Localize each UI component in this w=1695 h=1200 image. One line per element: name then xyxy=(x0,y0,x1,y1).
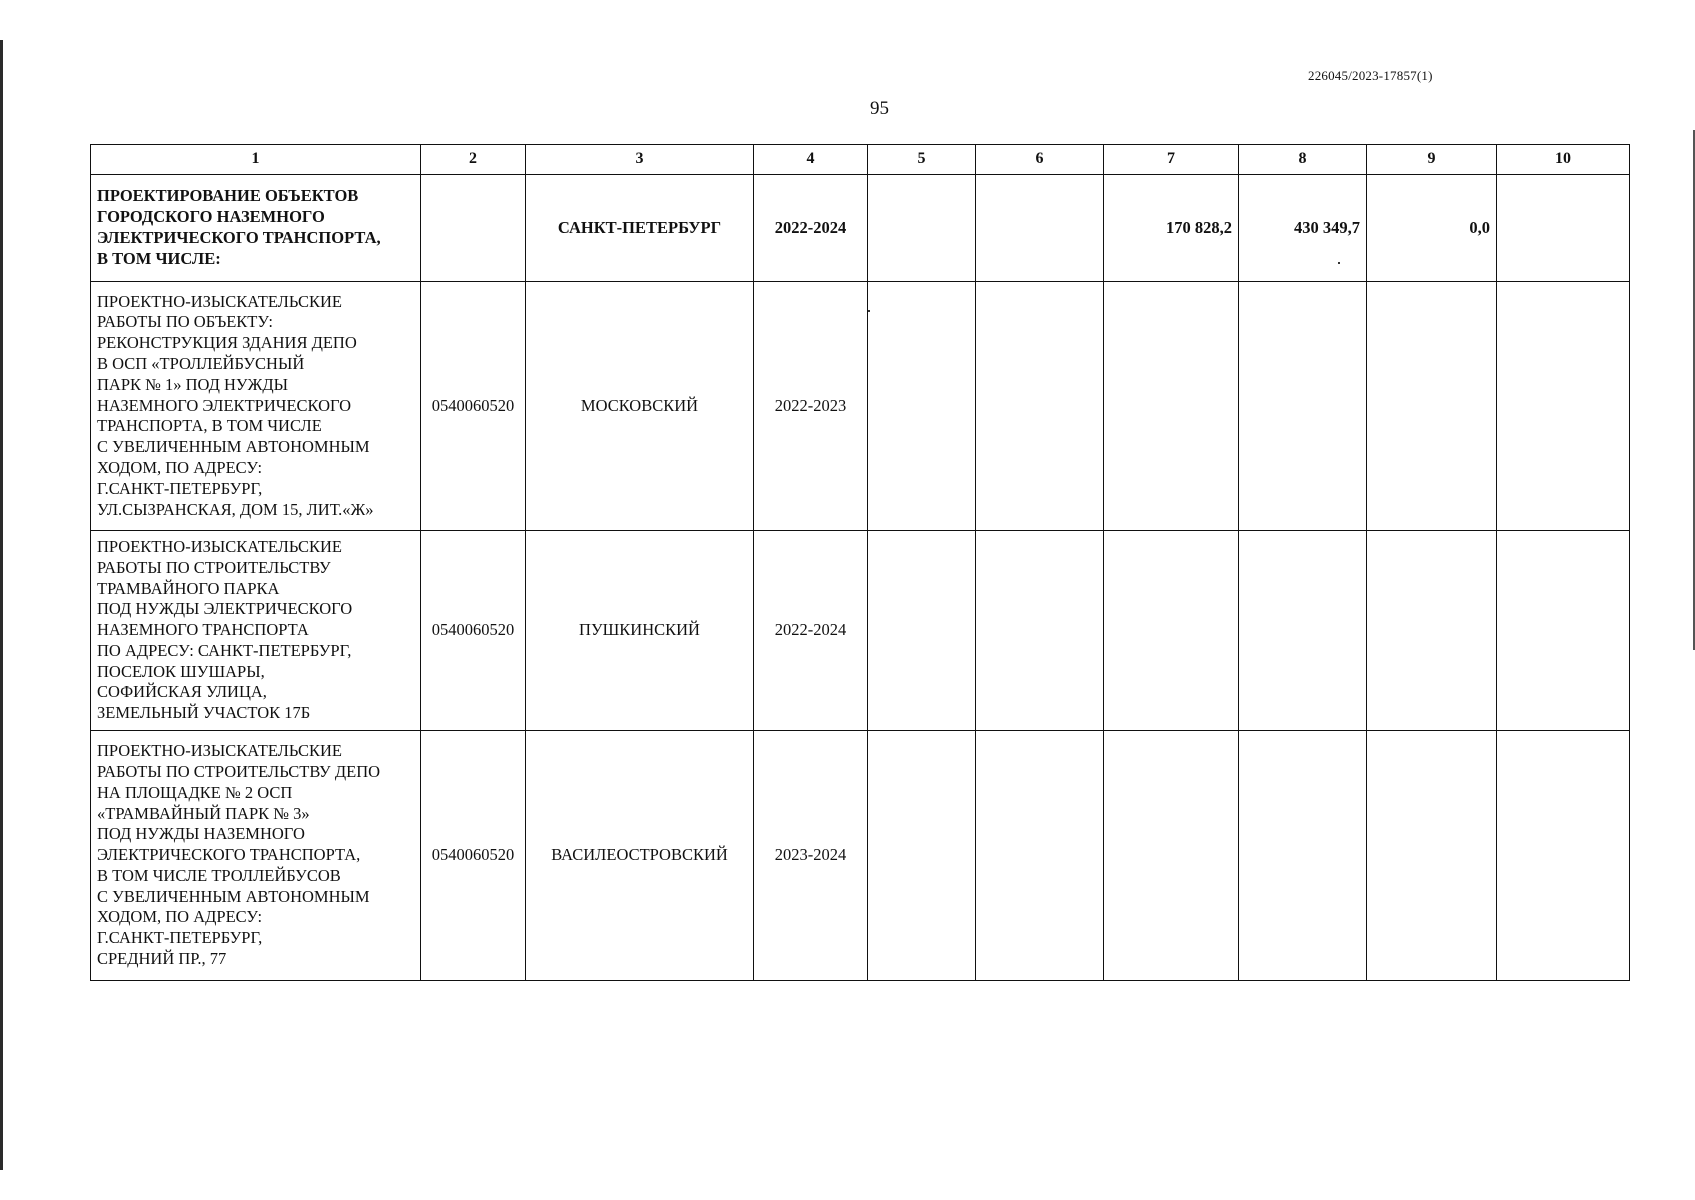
header-cell-10: 10 xyxy=(1497,145,1630,175)
total-district-cell: САНКТ-ПЕТЕРБУРГ xyxy=(526,175,754,282)
program-table xyxy=(90,144,1630,981)
header-cell-9: 9 xyxy=(1367,145,1497,175)
row-code-cell: 0540060520 xyxy=(421,282,526,531)
row-col5-cell xyxy=(868,282,976,531)
header-cell-8: 8 xyxy=(1239,145,1367,175)
row-col9-cell xyxy=(1367,731,1497,981)
row-col10-cell xyxy=(1497,731,1630,981)
header-cell-7: 7 xyxy=(1104,145,1239,175)
table-row xyxy=(91,531,1630,731)
total-col9-cell: 0,0 xyxy=(1367,175,1497,282)
row-col6-cell xyxy=(976,731,1104,981)
total-col8-cell: 430 349,7 xyxy=(1239,175,1367,282)
row-col8-cell xyxy=(1239,531,1367,731)
row-col6-cell xyxy=(976,531,1104,731)
row-district-cell: МОСКОВСКИЙ xyxy=(526,282,754,531)
row-name-cell: ПРОЕКТНО-ИЗЫСКАТЕЛЬСКИЕ РАБОТЫ ПО ОБЪЕКТУ: РЕКОНСТРУКЦИЯ ЗДАНИЯ ДЕПО В ОСП «ТРОЛЛЕЙБУСНЫЙ ПАРК № 1» ПОД НУЖДЫ НАЗЕМНОГО ЭЛЕКТРИЧЕСКОГО ТРАНСПОРТА, В ТОМ ЧИСЛЕ С УВЕЛИЧЕННЫМ АВТОНОМНЫМ ХОДОМ, ПО АДРЕСУ: Г.САНКТ-ПЕТЕРБУРГ, УЛ.СЫЗРАНСКАЯ, ДОМ 15, ЛИТ.«Ж» xyxy=(91,282,421,531)
table-row-total xyxy=(91,175,1630,282)
header-cell-2: 2 xyxy=(421,145,526,175)
total-name-cell: ПРОЕКТИРОВАНИЕ ОБЪЕКТОВ ГОРОДСКОГО НАЗЕМНОГО ЭЛЕКТРИЧЕСКОГО ТРАНСПОРТА, В ТОМ ЧИСЛЕ: xyxy=(91,175,421,282)
scan-speck xyxy=(868,310,870,312)
total-col5-cell xyxy=(868,175,976,282)
row-col5-cell xyxy=(868,731,976,981)
row-name-cell: ПРОЕКТНО-ИЗЫСКАТЕЛЬСКИЕ РАБОТЫ ПО СТРОИТЕЛЬСТВУ ТРАМВАЙНОГО ПАРКА ПОД НУЖДЫ ЭЛЕКТРИЧЕСКОГО НАЗЕМНОГО ТРАНСПОРТА ПО АДРЕСУ: САНКТ-ПЕТЕРБУРГ, ПОСЕЛОК ШУШАРЫ, СОФИЙСКАЯ УЛИЦА, ЗЕМЕЛЬНЫЙ УЧАСТОК 17Б xyxy=(91,531,421,731)
row-col7-cell xyxy=(1104,282,1239,531)
row-district-cell: ПУШКИНСКИЙ xyxy=(526,531,754,731)
row-code-cell: 0540060520 xyxy=(421,731,526,981)
row-period-cell: 2022-2024 xyxy=(754,531,868,731)
row-period-cell: 2023-2024 xyxy=(754,731,868,981)
row-col8-cell xyxy=(1239,731,1367,981)
total-col10-cell xyxy=(1497,175,1630,282)
scan-edge-left xyxy=(0,40,3,1170)
row-col7-cell xyxy=(1104,531,1239,731)
row-col9-cell xyxy=(1367,531,1497,731)
row-col7-cell xyxy=(1104,731,1239,981)
row-col6-cell xyxy=(976,282,1104,531)
row-col5-cell xyxy=(868,531,976,731)
header-cell-1: 1 xyxy=(91,145,421,175)
row-district-cell: ВАСИЛЕОСТРОВСКИЙ xyxy=(526,731,754,981)
row-col10-cell xyxy=(1497,282,1630,531)
page-number: 95 xyxy=(870,98,889,119)
document-id: 226045/2023-17857(1) xyxy=(1308,68,1433,83)
header-row xyxy=(91,145,1630,175)
table-row xyxy=(91,282,1630,531)
row-name-cell: ПРОЕКТНО-ИЗЫСКАТЕЛЬСКИЕ РАБОТЫ ПО СТРОИТЕЛЬСТВУ ДЕПО НА ПЛОЩАДКЕ № 2 ОСП «ТРАМВАЙНЫЙ ПАРК № 3» ПОД НУЖДЫ НАЗЕМНОГО ЭЛЕКТРИЧЕСКОГО ТРАНСПОРТА, В ТОМ ЧИСЛЕ ТРОЛЛЕЙБУСОВ С УВЕЛИЧЕННЫМ АВТОНОМНЫМ ХОДОМ, ПО АДРЕСУ: Г.САНКТ-ПЕТЕРБУРГ, СРЕДНИЙ ПР., 77 xyxy=(91,731,421,981)
total-col6-cell xyxy=(976,175,1104,282)
table-row xyxy=(91,731,1630,981)
total-col7-cell: 170 828,2 xyxy=(1104,175,1239,282)
row-col10-cell xyxy=(1497,531,1630,731)
row-col8-cell xyxy=(1239,282,1367,531)
header-cell-5: 5 xyxy=(868,145,976,175)
header-cell-3: 3 xyxy=(526,145,754,175)
scan-speck xyxy=(1338,262,1340,264)
header-cell-6: 6 xyxy=(976,145,1104,175)
total-code-cell xyxy=(421,175,526,282)
row-col9-cell xyxy=(1367,282,1497,531)
total-period-cell: 2022-2024 xyxy=(754,175,868,282)
row-period-cell: 2022-2023 xyxy=(754,282,868,531)
row-code-cell: 0540060520 xyxy=(421,531,526,731)
header-cell-4: 4 xyxy=(754,145,868,175)
